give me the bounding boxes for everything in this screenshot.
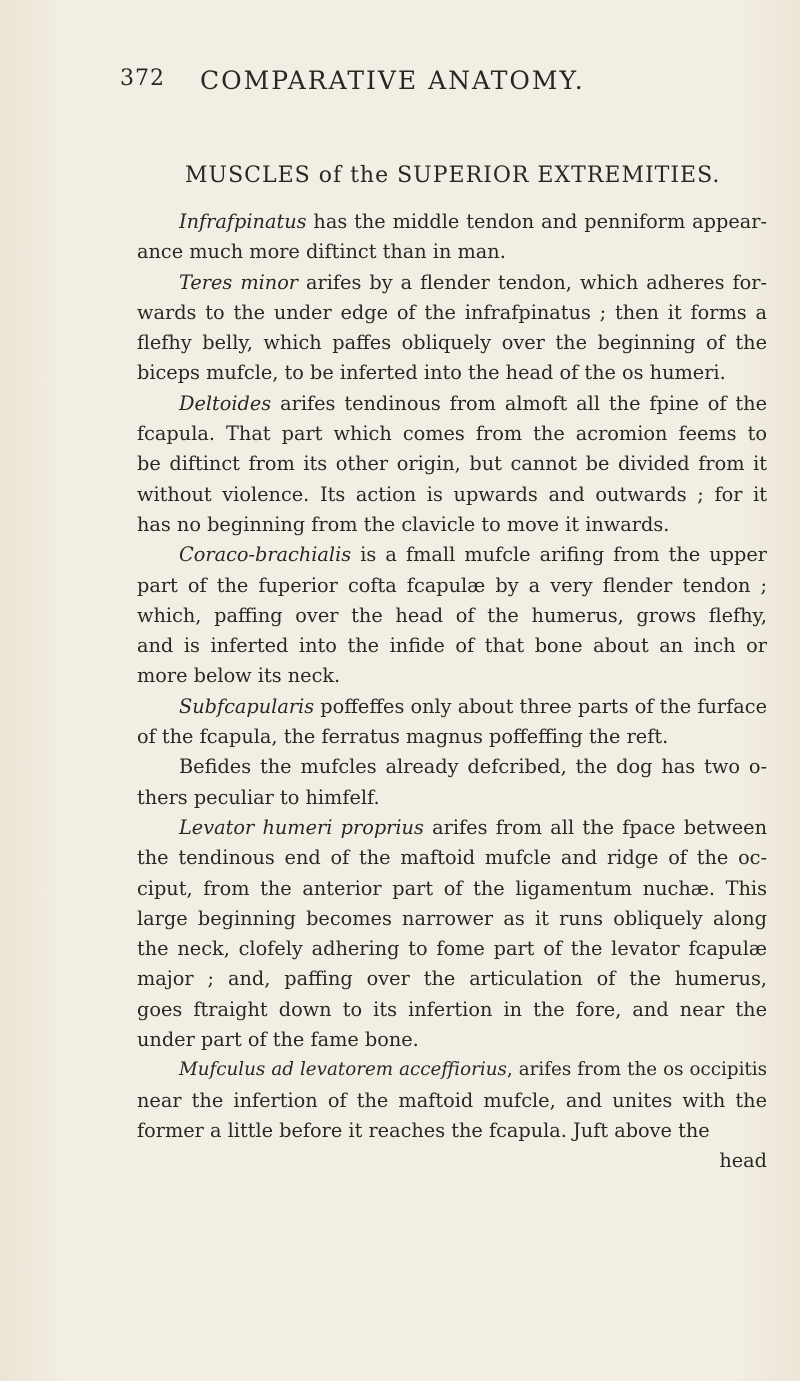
text-line: [137, 692, 767, 722]
text-run: of the fcapula, the ferratus magnus poffeffing the reft.: [137, 725, 669, 749]
text-run: major ; and, paffing over the articulation of the humerus,: [137, 967, 767, 991]
text-run: ciput, from the anterior part of the ligamentum nuchæ. This: [137, 876, 767, 900]
muscle-name: Deltoides: [179, 391, 272, 415]
text-line: [137, 207, 767, 237]
text-run: Befides the mufcles already defcribed, the dog has two o-: [179, 755, 767, 779]
text-line: [137, 722, 767, 752]
page-number: 372: [120, 66, 165, 91]
text-run: has no beginning from the clavicle to move it inwards.: [137, 512, 670, 536]
text-line: [137, 419, 767, 449]
body-text: [137, 207, 767, 1177]
text-line: [137, 1025, 767, 1055]
text-line: [137, 268, 767, 298]
text-run: goes ftraight down to its infertion in the fore, and near the: [137, 997, 767, 1021]
text-line: [137, 510, 767, 540]
text-line: [137, 752, 767, 782]
text-run: thers peculiar to himfelf.: [137, 785, 380, 809]
paragraph: [137, 692, 767, 753]
running-title: COMPARATIVE ANATOMY.: [200, 66, 585, 95]
text-run: and is inferted into the infide of that bone about an inch or: [137, 634, 767, 658]
text-run: ance much more diftinct than in man.: [137, 240, 506, 264]
text-line: [137, 934, 767, 964]
text-run: has the middle tendon and penniform appear-: [306, 210, 767, 233]
running-header: [120, 66, 760, 100]
text-line: [137, 328, 767, 358]
text-line: [137, 571, 767, 601]
catchword: head: [719, 1149, 767, 1173]
muscle-name: Infrafpinatus: [179, 210, 307, 233]
muscle-name: Coraco-brachialis: [179, 543, 352, 567]
text-line: [137, 813, 767, 843]
paragraph: [137, 540, 767, 691]
text-line: [137, 540, 767, 570]
paragraph: [137, 389, 767, 540]
text-line: [137, 995, 767, 1025]
text-line: [137, 480, 767, 510]
paragraph: [137, 1055, 767, 1146]
text-line: [137, 298, 767, 328]
text-line: [137, 358, 767, 388]
text-run: be diftinct from its other origin, but cannot be divided from it: [137, 452, 767, 476]
text-run: arifes by a flender tendon, which adheres for-: [298, 270, 767, 294]
text-line: [137, 631, 767, 661]
text-line: [137, 874, 767, 904]
text-line: [137, 904, 767, 934]
muscle-name: Mufculus ad levatorem acceffiorius: [179, 1059, 507, 1081]
text-run: the neck, clofely adhering to fome part of the levator fcapulæ: [137, 937, 767, 961]
text-run: fcapula. That part which comes from the acromion feems to: [137, 422, 767, 446]
paragraph: [137, 268, 767, 389]
text-line: [137, 1086, 767, 1116]
text-run: is a fmall mufcle arifing from the upper: [351, 543, 767, 567]
text-run: more below its neck.: [137, 664, 341, 688]
text-line: [137, 843, 767, 873]
muscle-name: Levator humeri proprius: [179, 815, 424, 839]
text-line: [137, 237, 767, 267]
text-line: [137, 601, 767, 631]
text-line: [137, 449, 767, 479]
text-line: [137, 389, 767, 419]
text-run: under part of the fame bone.: [137, 1028, 419, 1052]
paragraph: [137, 207, 767, 268]
muscle-name: Teres minor: [179, 270, 299, 294]
text-run: biceps mufcle, to be inferted into the head of the os humeri.: [137, 361, 726, 385]
text-run: arifes tendinous from almoft all the fpine of the: [271, 391, 767, 415]
text-run: wards to the under edge of the infrafpinatus ; then it forms a: [137, 300, 767, 324]
text-run: without violence. Its action is upwards and outwards ; for it: [137, 482, 767, 506]
paragraph: [137, 752, 767, 813]
text-run: part of the fuperior cofta fcapulæ by a very flender tendon ;: [137, 573, 767, 597]
text-run: former a little before it reaches the fcapula. Juft above the: [137, 1118, 710, 1142]
text-run: large beginning becomes narrower as it runs obliquely along: [137, 906, 767, 930]
section-title: MUSCLES of the SUPERIOR EXTREMITIES.: [185, 163, 721, 188]
text-line: [137, 1055, 767, 1085]
text-line: [137, 783, 767, 813]
paragraph: [137, 813, 767, 1055]
text-line: [137, 1116, 767, 1146]
text-run: the tendinous end of the maftoid mufcle and ridge of the oc-: [137, 846, 767, 870]
text-run: which, paffing over the head of the humerus, grows flefhy,: [137, 603, 767, 627]
text-run: near the infertion of the maftoid mufcle, and unites with the: [137, 1088, 767, 1112]
text-run: arifes from all the fpace between: [423, 815, 767, 839]
text-run: flefhy belly, which paffes obliquely over the beginning of the: [137, 331, 767, 355]
text-run: , arifes from the os occipitis: [506, 1059, 767, 1081]
text-line: [137, 661, 767, 691]
text-line: [137, 964, 767, 994]
muscle-name: Subfcapularis: [179, 694, 315, 718]
text-run: poffeffes only about three parts of the furface: [314, 694, 767, 718]
